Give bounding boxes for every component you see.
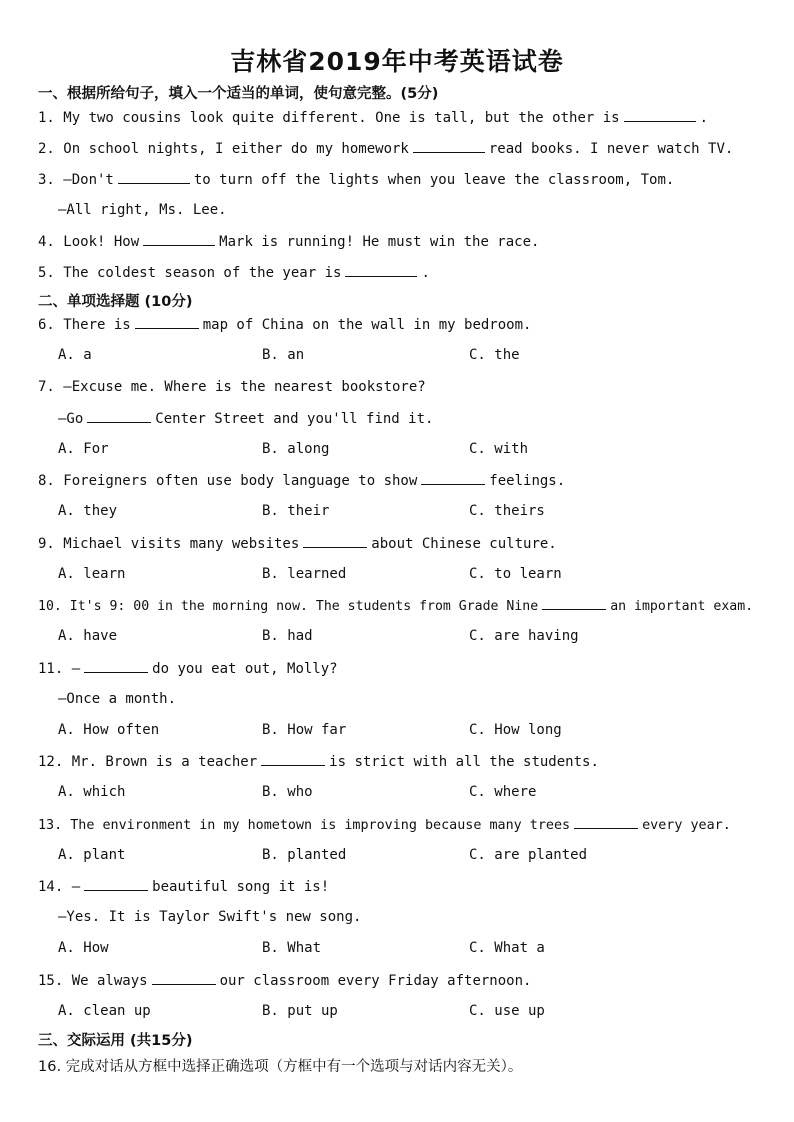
option-b[interactable]: B. along [262, 441, 330, 457]
question-11-reply: —Once a month. [58, 691, 177, 707]
option-c[interactable]: C. What a [469, 940, 545, 956]
option-a[interactable]: A. plant [58, 847, 126, 863]
option-a[interactable]: A. have [58, 628, 118, 644]
question-11: 11. — do you eat out, Molly? [38, 661, 338, 677]
answer-blank [152, 972, 216, 985]
question-3: 3. —Don't to turn off the lights when you leave the classroom, Tom. [38, 172, 675, 188]
option-c[interactable]: C. How long [469, 722, 562, 738]
option-a[interactable]: A. How often [58, 722, 160, 738]
option-b[interactable]: B. had [262, 628, 313, 644]
question-13: 13. The environment in my hometown is improving because many trees every year. [38, 818, 731, 833]
question-2: 2. On school nights, I either do my homework read books. I never watch TV. [38, 141, 734, 157]
question-10: 10. It's 9: 00 in the morning now. The students from Grade Nine an important exam. [38, 599, 754, 614]
answer-blank [303, 535, 367, 548]
question-14-reply: —Yes. It is Taylor Swift's new song. [58, 909, 362, 925]
section-1-heading: 一、根据所给句子，填入一个适当的单词，使句意完整。(5分) [38, 86, 439, 102]
question-12: 12. Mr. Brown is a teacher is strict with all the students. [38, 754, 599, 770]
section-2-heading: 二、单项选择题 (10分) [38, 294, 193, 310]
option-b[interactable]: B. put up [262, 1003, 338, 1019]
option-b[interactable]: B. an [262, 347, 305, 363]
answer-blank [542, 597, 606, 610]
page-title: 吉林省2019年中考英语试卷 [230, 47, 564, 76]
question-3-reply: —All right, Ms. Lee. [58, 202, 227, 218]
question-15: 15. We always our classroom every Friday afternoon. [38, 973, 532, 989]
question-16: 16. 完成对话从方框中选择正确选项（方框中有一个选项与对话内容无关）。 [38, 1059, 523, 1075]
question-6: 6. There is map of China on the wall in my bedroom. [38, 317, 532, 333]
option-a[interactable]: A. How [58, 940, 109, 956]
answer-blank [118, 171, 190, 184]
answer-blank [135, 316, 199, 329]
question-7-line2: —Go Center Street and you'll find it. [58, 411, 434, 427]
option-c[interactable]: C. are having [469, 628, 579, 644]
question-1: 1. My two cousins look quite different. One is tall, but the other is . [38, 110, 709, 126]
option-c[interactable]: C. where [469, 784, 537, 800]
option-a[interactable]: A. they [58, 503, 118, 519]
question-9: 9. Michael visits many websites about Chinese culture. [38, 536, 557, 552]
answer-blank [624, 109, 696, 122]
question-4: 4. Look! How Mark is running! He must win the race. [38, 234, 540, 250]
answer-blank [421, 472, 485, 485]
question-5: 5. The coldest season of the year is . [38, 265, 430, 281]
answer-blank [574, 816, 638, 829]
question-8: 8. Foreigners often use body language to show feelings. [38, 473, 566, 489]
option-b[interactable]: B. learned [262, 566, 347, 582]
option-c[interactable]: C. to learn [469, 566, 562, 582]
question-14: 14. — beautiful song it is! [38, 879, 330, 895]
answer-blank [261, 753, 325, 766]
answer-blank [87, 410, 151, 423]
option-b[interactable]: B. planted [262, 847, 347, 863]
option-b[interactable]: B. What [262, 940, 322, 956]
option-c[interactable]: C. theirs [469, 503, 545, 519]
answer-blank [84, 878, 148, 891]
option-b[interactable]: B. How far [262, 722, 347, 738]
option-c[interactable]: C. with [469, 441, 529, 457]
option-c[interactable]: C. the [469, 347, 520, 363]
question-7: 7. —Excuse me. Where is the nearest bookstore? [38, 379, 426, 395]
answer-blank [143, 233, 215, 246]
option-a[interactable]: A. For [58, 441, 109, 457]
option-a[interactable]: A. a [58, 347, 92, 363]
option-c[interactable]: C. are planted [469, 847, 588, 863]
option-a[interactable]: A. learn [58, 566, 126, 582]
answer-blank [84, 660, 148, 673]
option-b[interactable]: B. who [262, 784, 313, 800]
option-c[interactable]: C. use up [469, 1003, 545, 1019]
answer-blank [345, 264, 417, 277]
option-a[interactable]: A. clean up [58, 1003, 151, 1019]
option-a[interactable]: A. which [58, 784, 126, 800]
option-b[interactable]: B. their [262, 503, 330, 519]
section-3-heading: 三、交际运用 (共15分) [38, 1033, 193, 1049]
answer-blank [413, 140, 485, 153]
